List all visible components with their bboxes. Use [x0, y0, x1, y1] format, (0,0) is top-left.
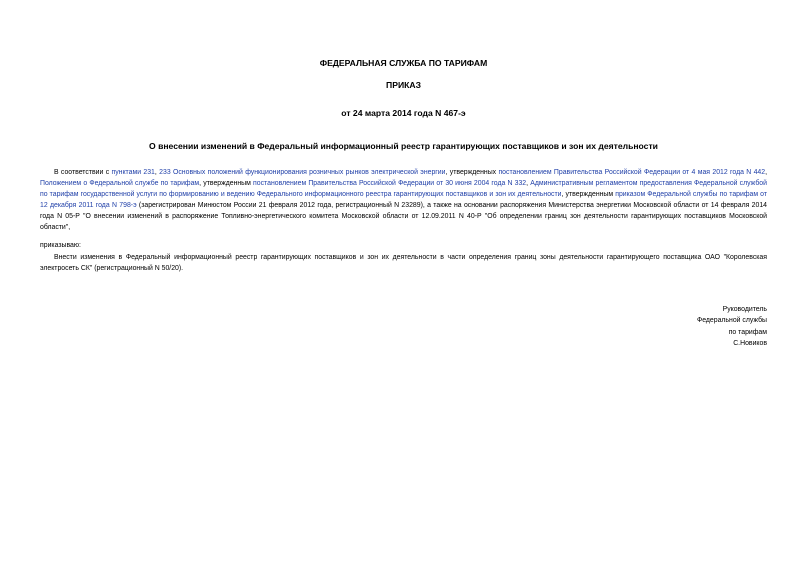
link-fst-regulation[interactable]: Положением о Федеральной службе по тарифам — [40, 180, 200, 188]
link-fst-order-798[interactable]: приказом Федеральной службы по тарифам от 12 декабря 2011 года N 798-э — [40, 191, 767, 210]
orders-word: приказываю: — [40, 242, 81, 249]
signature-name: С.Новиков — [733, 339, 767, 347]
preamble-text: , — [526, 180, 531, 188]
preamble-text: В соответствии с — [54, 169, 112, 176]
preamble-text: , утвержденных — [445, 169, 499, 176]
signature-block — [567, 304, 767, 349]
preamble-text: , утвержденным — [561, 191, 616, 199]
link-administrative-regulation[interactable]: Административным регламентом предоставления Федеральной службой по тарифам государственной услуги по формированию и ведению Федерального информационного реестра гарантирующих поставщиков и зон их деятельности — [40, 180, 767, 199]
preamble-text: , — [765, 169, 767, 176]
signature-agency: Федеральной службы — [696, 317, 767, 325]
preamble-text: , — [154, 169, 160, 176]
link-government-decree-442[interactable]: постановлением Правительства Российской Федерации от 4 мая 2012 года N 442 — [498, 169, 766, 176]
signature-position: Руководитель — [722, 306, 767, 313]
preamble-text: (зарегистрирован Минюстом России 21 февраля 2012 года, регистрационный N 23289), а также на основании распоряжения Министерства энергетики Московской области от 14 февраля 2014 года N 05-Р "О внесении изменений в распоряжение Топливно-энергетического комитета Московской области от 12.09.2011 N 40-Р "Об определении границ зон деятельности гарантирующих поставщиков Московской области", — [40, 202, 767, 232]
link-retail-market-provisions[interactable]: Основных положений функционирования розничных рынков электрической энергии — [173, 169, 446, 176]
link-government-decree-332[interactable]: постановлением Правительства Российской Федерации от 30 июня 2004 года N 332 — [253, 180, 527, 188]
agency-name: ФЕДЕРАЛЬНАЯ СЛУЖБА ПО ТАРИФАМ — [319, 58, 488, 68]
signature-agency-cont: по тарифам — [728, 328, 767, 336]
document-date-number: от 24 марта 2014 года N 467-э — [341, 108, 466, 118]
operative-paragraph: Внести изменения в Федеральный информационный реестр гарантирующих поставщиков и зон их деятельности в части определения границ зоны деятельности гарантирующего поставщика ОАО "Королевская электросеть СК" (регистрационный N 50/20). — [40, 254, 767, 273]
document-type: ПРИКАЗ — [386, 80, 421, 90]
document-subject: О внесении изменений в Федеральный информационный реестр гарантирующих поставщиков и зон их деятельности — [149, 141, 658, 151]
link-clause-233[interactable]: 233 — [159, 169, 171, 176]
preamble-text: , утвержденным — [199, 180, 254, 188]
link-clause-231[interactable]: пунктами 231 — [111, 169, 155, 176]
preamble-paragraph — [40, 167, 767, 234]
